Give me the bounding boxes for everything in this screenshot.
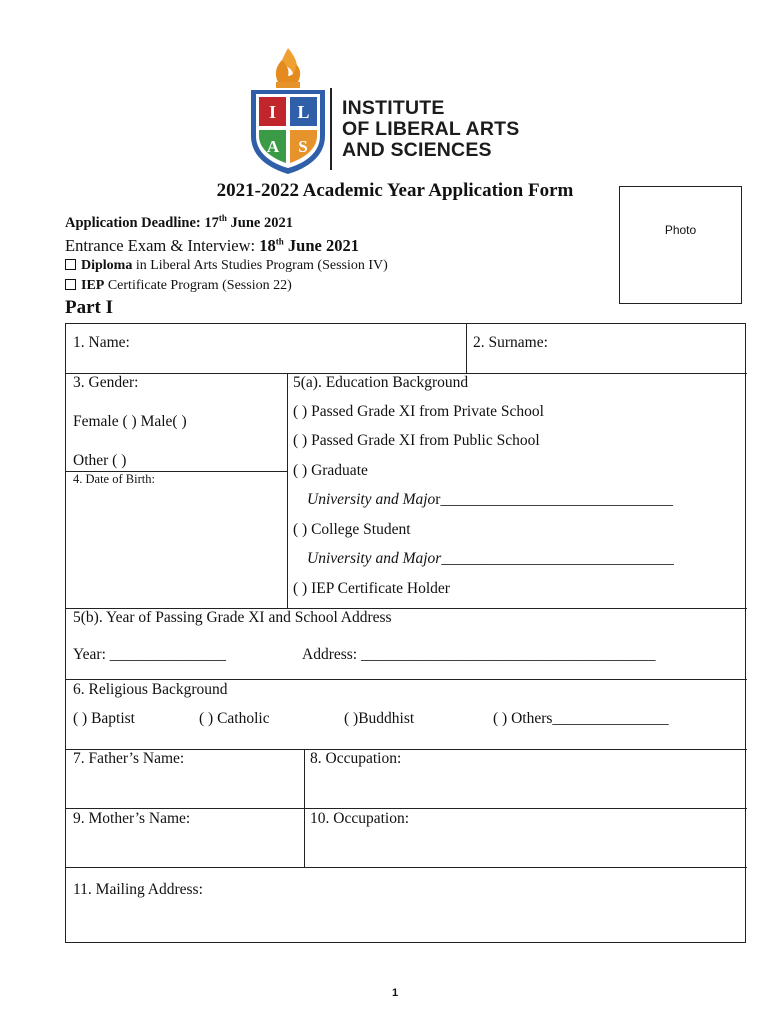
gender-female-male-options[interactable]: Female ( ) Male( ) — [73, 413, 187, 430]
religion-buddhist[interactable]: ( )Buddhist — [344, 710, 415, 727]
col-divider — [466, 324, 467, 373]
institute-logo — [246, 44, 536, 176]
religion-title: 6. Religious Background — [73, 681, 228, 698]
university-major-label: University and Major — [307, 550, 442, 567]
mother-occupation-field[interactable]: 10. Occupation: — [310, 810, 410, 827]
religion-others[interactable]: ( ) Others_______________ — [493, 710, 669, 727]
application-form-table — [65, 323, 746, 943]
logo-letter-a: A — [266, 137, 280, 156]
date-of-birth-field[interactable]: 4. Date of Birth: — [73, 472, 155, 486]
page-number: 1 — [391, 987, 399, 999]
institution-line: OF LIBERAL ARTS — [342, 118, 520, 140]
logo-letter-s: S — [298, 137, 308, 156]
religion-baptist[interactable]: ( ) Baptist — [73, 710, 135, 727]
mailing-address-field[interactable]: 11. Mailing Address: — [73, 881, 203, 898]
row-divider — [66, 867, 747, 868]
shield-logo-icon — [246, 44, 330, 176]
father-occupation-field[interactable]: 8. Occupation: — [310, 750, 402, 767]
program-iep[interactable] — [65, 278, 292, 294]
checkbox-icon[interactable] — [65, 279, 76, 290]
form-title: 2021-2022 Academic Year Application Form — [216, 180, 574, 201]
row-divider — [66, 808, 747, 809]
edu-option-iep[interactable]: ( ) IEP Certificate Holder — [293, 580, 450, 597]
name-field[interactable]: 1. Name: — [73, 334, 130, 351]
entrance-exam — [65, 236, 359, 256]
deadline-label: Application Deadline: 17 — [65, 215, 219, 231]
school-address-field[interactable]: Address: ______________________________________ — [302, 646, 656, 663]
program-iep-bold: IEP — [81, 278, 105, 293]
deadline-rest: June 2021 — [226, 215, 293, 231]
deadline-sup: th — [218, 213, 227, 224]
university-major-label: University and Majo — [307, 491, 436, 508]
year-field[interactable]: Year: _______________ — [73, 646, 226, 663]
col-divider — [287, 373, 288, 608]
gender-label: 3. Gender: — [73, 374, 139, 391]
education-title: 5(a). Education Background — [293, 374, 469, 391]
logo-divider — [330, 88, 332, 170]
logo-letter-l: L — [297, 102, 310, 122]
institution-name — [342, 98, 519, 161]
surname-field[interactable]: 2. Surname: — [473, 334, 548, 351]
part-heading: Part I — [65, 297, 114, 318]
program-diploma[interactable] — [65, 258, 388, 274]
mother-name-field[interactable]: 9. Mother’s Name: — [73, 810, 191, 827]
exam-label: Entrance Exam & Interview: — [65, 236, 260, 255]
institution-line: INSTITUTE — [342, 97, 445, 119]
row-divider — [66, 679, 747, 680]
col-divider — [304, 749, 305, 867]
edu-option-college[interactable]: ( ) College Student — [293, 521, 411, 538]
program-diploma-bold: Diploma — [81, 258, 133, 273]
graduate-university-major-field[interactable] — [307, 491, 673, 509]
father-name-field[interactable]: 7. Father’s Name: — [73, 750, 185, 767]
logo-letter-i: I — [268, 102, 277, 122]
exam-rest: June 2021 — [283, 236, 359, 255]
program-iep-rest: Certificate Program (Session 22) — [104, 278, 292, 293]
edu-option-graduate[interactable]: ( ) Graduate — [293, 462, 368, 479]
edu-option-private[interactable]: ( ) Passed Grade XI from Private School — [293, 403, 544, 420]
religion-catholic[interactable]: ( ) Catholic — [199, 710, 270, 727]
college-university-major-field[interactable] — [307, 550, 674, 568]
exam-sup: th — [275, 236, 284, 247]
photo-label: Photo — [664, 223, 697, 237]
application-deadline — [65, 215, 293, 232]
year-passing-title: 5(b). Year of Passing Grade XI and School Address — [73, 609, 392, 626]
exam-day: 18 — [259, 236, 276, 255]
university-major-blank: ______________________________ — [441, 550, 674, 567]
photo-box — [619, 186, 742, 304]
university-major-blank: r______________________________ — [435, 491, 673, 508]
institution-line: AND SCIENCES — [342, 139, 492, 161]
checkbox-icon[interactable] — [65, 259, 76, 270]
gender-other-option[interactable]: Other ( ) — [73, 452, 127, 469]
program-diploma-rest: in Liberal Arts Studies Program (Session IV) — [132, 258, 388, 273]
edu-option-public[interactable]: ( ) Passed Grade XI from Public School — [293, 432, 540, 449]
